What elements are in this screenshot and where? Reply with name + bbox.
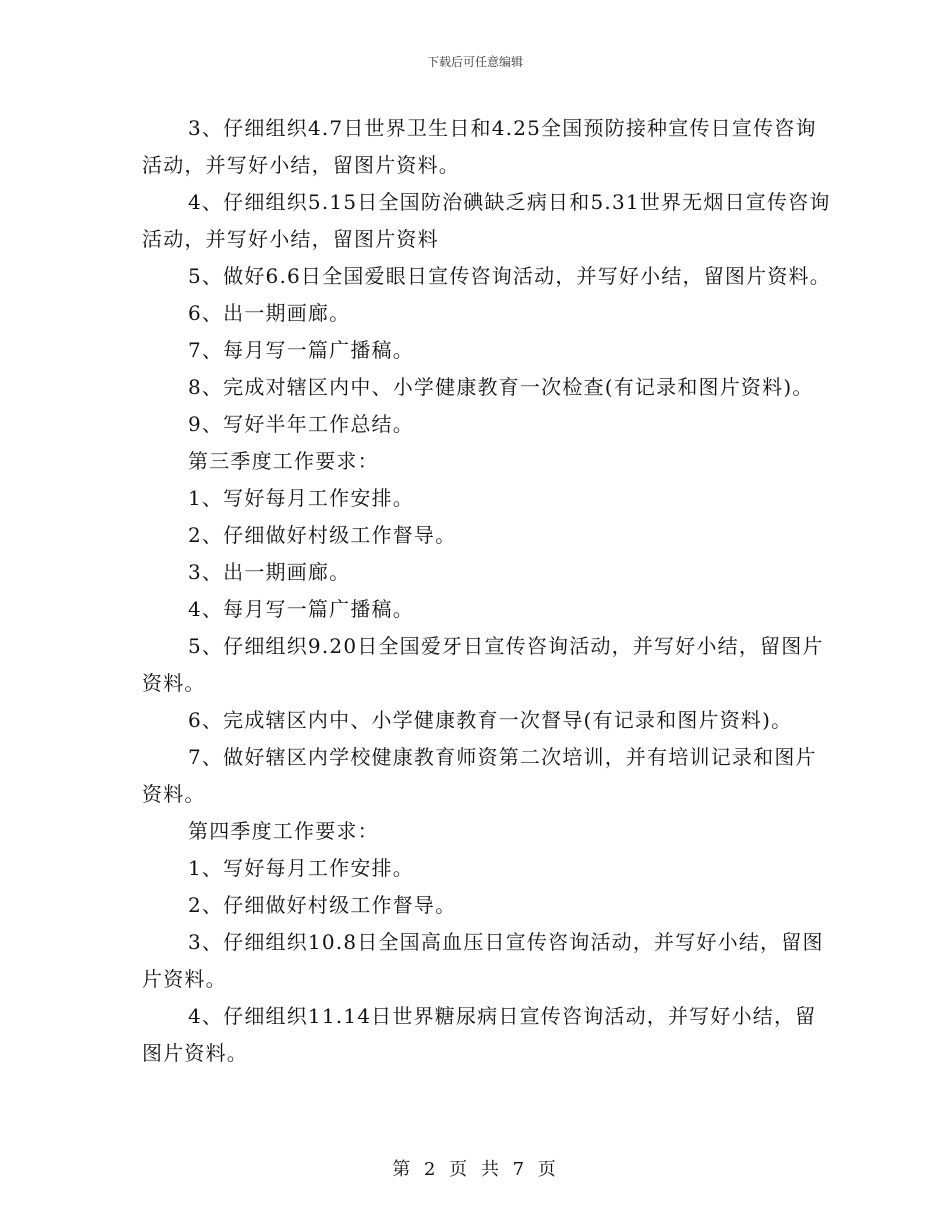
paragraph: 7、每月写一篇广播稿。	[188, 338, 414, 362]
paragraph: 1、写好每月工作安排。	[188, 486, 414, 510]
paragraph: 4、每月写一篇广播稿。	[188, 597, 414, 621]
section-heading-q4: 第四季度工作要求：	[188, 819, 379, 843]
paragraph: 5、仔细组织9.20日全国爱牙日宣传咨询活动，并写好小结，留图片资料。	[142, 634, 824, 695]
paragraph: 4、仔细组织5.15日全国防治碘缺乏病日和5.31世界无烟日宣传咨询活动，并写好小结，留图片资料	[142, 190, 831, 251]
paragraph: 7、做好辖区内学校健康教育师资第二次培训，并有培训记录和图片资料。	[142, 745, 817, 806]
paragraph: 5、做好6.6日全国爱眼日宣传咨询活动，并写好小结，留图片资料。	[188, 264, 831, 288]
page-number-footer: 第 2 页 共 7 页	[392, 1159, 558, 1180]
paragraph: 3、仔细组织10.8日全国高血压日宣传咨询活动，并写好小结，留图片资料。	[142, 930, 824, 991]
paragraph: 4、仔细组织11.14日世界糖尿病日宣传咨询活动，并写好小结，留图片资料。	[142, 1004, 817, 1065]
paragraph: 3、仔细组织4.7日世界卫生日和4.25全国预防接种宣传日宣传咨询活动，并写好小结，留图片资料。	[142, 116, 817, 177]
paragraph: 6、出一期画廊。	[188, 301, 351, 325]
document-body	[142, 110, 832, 1072]
paragraph: 9、写好半年工作总结。	[188, 412, 414, 436]
paragraph: 2、仔细做好村级工作督导。	[188, 893, 457, 917]
paragraph: 8、完成对辖区内中、小学健康教育一次检查(有记录和图片资料)。	[188, 375, 814, 399]
paragraph: 2、仔细做好村级工作督导。	[188, 523, 457, 547]
page-header: 下载后可任意编辑	[426, 55, 523, 69]
section-heading-q3: 第三季度工作要求：	[188, 449, 379, 473]
paragraph: 1、写好每月工作安排。	[188, 856, 414, 880]
paragraph: 3、出一期画廊。	[188, 560, 351, 584]
paragraph: 6、完成辖区内中、小学健康教育一次督导(有记录和图片资料)。	[188, 708, 793, 732]
